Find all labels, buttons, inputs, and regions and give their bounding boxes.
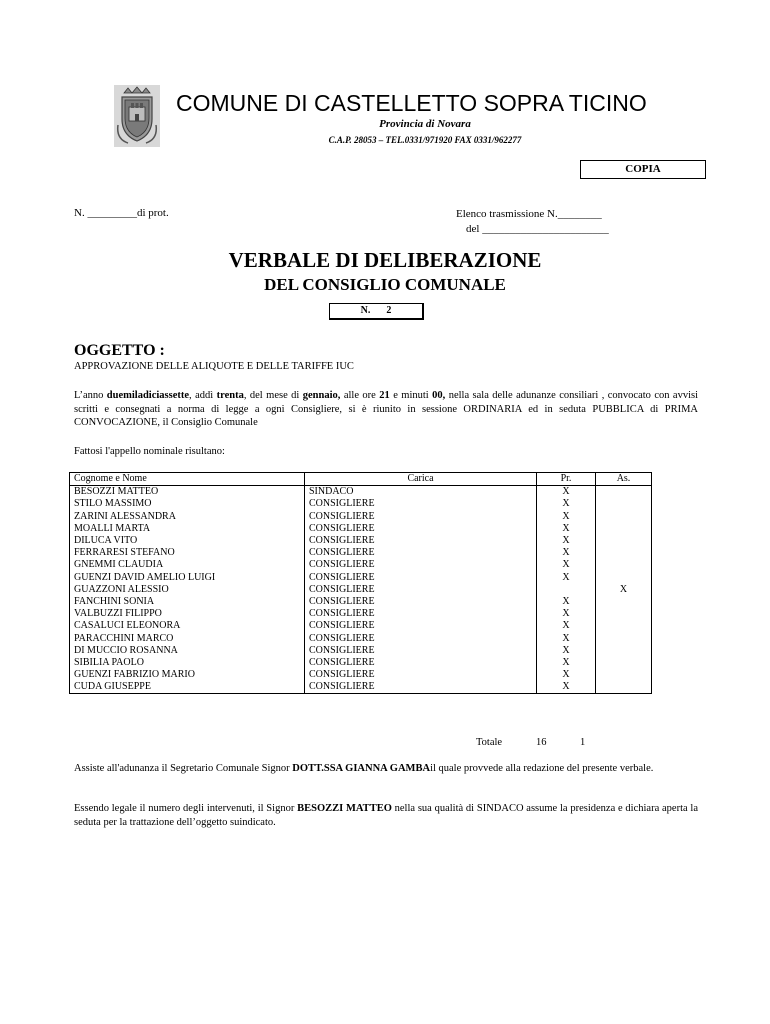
table-row <box>70 511 652 523</box>
intro-text-3: , del mese di <box>243 390 303 401</box>
table-row <box>70 620 652 632</box>
header-absent: As. <box>596 473 652 486</box>
member-name: GNEMMI CLAUDIA <box>70 559 305 571</box>
member-present: X <box>537 486 596 499</box>
presidency-paragraph <box>74 802 698 829</box>
member-role: CONSIGLIERE <box>305 547 537 559</box>
member-role: CONSIGLIERE <box>305 657 537 669</box>
table-row <box>70 596 652 608</box>
table-row <box>70 486 652 499</box>
intro-minutes: 00, <box>432 390 446 401</box>
member-present: X <box>537 511 596 523</box>
member-role: CONSIGLIERE <box>305 632 537 644</box>
member-absent <box>596 498 652 510</box>
member-name: GUAZZONI ALESSIO <box>70 584 305 596</box>
secretary-paragraph <box>74 762 698 776</box>
number-value: 2 <box>386 305 392 316</box>
transmission-date: del _______________________ <box>466 223 609 235</box>
member-role: SINDACO <box>305 486 537 499</box>
member-role: CONSIGLIERE <box>305 523 537 535</box>
intro-hour: 21 <box>379 390 390 401</box>
member-absent <box>596 547 652 559</box>
member-absent <box>596 486 652 499</box>
member-present: X <box>537 645 596 657</box>
table-row <box>70 681 652 694</box>
header-present: Pr. <box>537 473 596 486</box>
table-row <box>70 645 652 657</box>
member-role: CONSIGLIERE <box>305 681 537 694</box>
member-absent <box>596 657 652 669</box>
member-name: CASALUCI ELEONORA <box>70 620 305 632</box>
member-absent <box>596 608 652 620</box>
roll-call-table <box>69 472 652 694</box>
number-prefix: N. <box>360 305 371 316</box>
member-absent: X <box>596 584 652 596</box>
member-absent <box>596 681 652 694</box>
member-present: X <box>537 559 596 571</box>
member-name: ZARINI ALESSANDRA <box>70 511 305 523</box>
member-absent <box>596 511 652 523</box>
member-present: X <box>537 669 596 681</box>
deliberation-number-box <box>329 303 424 320</box>
member-name: PARACCHINI MARCO <box>70 632 305 644</box>
member-role: CONSIGLIERE <box>305 584 537 596</box>
member-present <box>537 584 596 596</box>
member-name: FERRARESI STEFANO <box>70 547 305 559</box>
member-present: X <box>537 596 596 608</box>
table-row <box>70 572 652 584</box>
member-present: X <box>537 608 596 620</box>
roll-call-body <box>70 486 652 694</box>
member-name: SIBILIA PAOLO <box>70 657 305 669</box>
province-line: Provincia di Novara <box>379 118 471 130</box>
member-present: X <box>537 632 596 644</box>
roll-call-intro: Fattosi l'appello nominale risultano: <box>74 446 225 457</box>
table-row <box>70 547 652 559</box>
member-present: X <box>537 535 596 547</box>
member-name: DI MUCCIO ROSANNA <box>70 645 305 657</box>
member-role: CONSIGLIERE <box>305 669 537 681</box>
member-present: X <box>537 498 596 510</box>
header-role: Carica <box>305 473 537 486</box>
secretary-text-1: Assiste all'adunanza il Segretario Comunale Signor <box>74 763 293 774</box>
document-title: VERBALE DI DELIBERAZIONE <box>228 248 542 272</box>
member-present: X <box>537 572 596 584</box>
member-absent <box>596 645 652 657</box>
table-header-row <box>70 473 652 486</box>
member-present: X <box>537 681 596 694</box>
member-role: CONSIGLIERE <box>305 559 537 571</box>
member-role: CONSIGLIERE <box>305 572 537 584</box>
municipality-name: COMUNE DI CASTELLETTO SOPRA TICINO <box>176 90 647 116</box>
member-role: CONSIGLIERE <box>305 620 537 632</box>
table-row <box>70 523 652 535</box>
subject-text: APPROVAZIONE DELLE ALIQUOTE E DELLE TARIFFE IUC <box>74 361 354 372</box>
member-absent <box>596 535 652 547</box>
member-role: CONSIGLIERE <box>305 645 537 657</box>
member-role: CONSIGLIERE <box>305 535 537 547</box>
table-row <box>70 535 652 547</box>
intro-text-6: nella sala delle adunanze consiliari , convocato con avvisi scritti e consegnati a norma di legge a ogni Consigliere, si è riunito in sessione ORDINARIA ed in seduta PUBBLICA di PRIMA CONVOCAZIONE, il Consiglio Comunale <box>74 390 699 428</box>
totals-present: 16 <box>536 737 547 748</box>
table-row <box>70 498 652 510</box>
member-absent <box>596 572 652 584</box>
member-absent <box>596 559 652 571</box>
transmission-list <box>456 207 609 237</box>
table-row <box>70 584 652 596</box>
member-absent <box>596 632 652 644</box>
intro-day: trenta <box>216 390 244 401</box>
table-row <box>70 608 652 620</box>
intro-paragraph <box>74 389 698 430</box>
member-name: DILUCA VITO <box>70 535 305 547</box>
member-absent <box>596 523 652 535</box>
totals-row <box>476 737 585 748</box>
intro-month: gennaio, <box>302 390 341 401</box>
intro-year: duemiladiciassette <box>106 390 190 401</box>
secretary-text-2: il quale provvede alla redazione del presente verbale. <box>430 763 654 774</box>
totals-absent: 1 <box>580 737 586 748</box>
member-name: STILO MASSIMO <box>70 498 305 510</box>
member-name: VALBUZZI FILIPPO <box>70 608 305 620</box>
table-row <box>70 657 652 669</box>
member-name: CUDA GIUSEPPE <box>70 681 305 694</box>
member-role: CONSIGLIERE <box>305 511 537 523</box>
member-role: CONSIGLIERE <box>305 498 537 510</box>
protocol-number: N. _________di prot. <box>74 207 169 219</box>
member-absent <box>596 620 652 632</box>
intro-text-4: alle ore <box>340 390 380 401</box>
member-name: MOALLI MARTA <box>70 523 305 535</box>
president-name: BESOZZI MATTEO <box>297 803 392 814</box>
secretary-name: DOTT.SSA GIANNA GAMBA <box>292 763 431 774</box>
header-name: Cognome e Nome <box>70 473 305 486</box>
table-row <box>70 559 652 571</box>
member-name: GUENZI DAVID AMELIO LUIGI <box>70 572 305 584</box>
member-present: X <box>537 547 596 559</box>
document-subtitle: DEL CONSIGLIO COMUNALE <box>264 275 506 294</box>
subject-label: OGGETTO : <box>74 342 165 359</box>
member-present: X <box>537 620 596 632</box>
table-row <box>70 632 652 644</box>
member-name: BESOZZI MATTEO <box>70 486 305 499</box>
presidency-text-2: nella sua qualità di SINDACO assume la presidenza e dichiara aperta la seduta per la trattazione dell’oggetto suindicato. <box>74 803 699 828</box>
totals-label: Totale <box>476 737 503 748</box>
member-absent <box>596 596 652 608</box>
member-present: X <box>537 523 596 535</box>
presidency-text-1: Essendo legale il numero degli intervenuti, il Signor <box>74 803 298 814</box>
member-name: FANCHINI SONIA <box>70 596 305 608</box>
member-present: X <box>537 657 596 669</box>
contacts-line: C.A.P. 28053 – TEL.0331/971920 FAX 0331/962277 <box>328 135 522 145</box>
member-absent <box>596 669 652 681</box>
intro-text-5: e minuti <box>389 390 433 401</box>
intro-text-2: , addì <box>189 390 217 401</box>
member-role: CONSIGLIERE <box>305 596 537 608</box>
member-name: GUENZI FABRIZIO MARIO <box>70 669 305 681</box>
transmission-number: Elenco trasmissione N.________ <box>456 208 602 220</box>
copy-label-box: COPIA <box>580 160 706 179</box>
intro-text-1: L’anno <box>74 390 107 401</box>
table-row <box>70 669 652 681</box>
member-role: CONSIGLIERE <box>305 608 537 620</box>
